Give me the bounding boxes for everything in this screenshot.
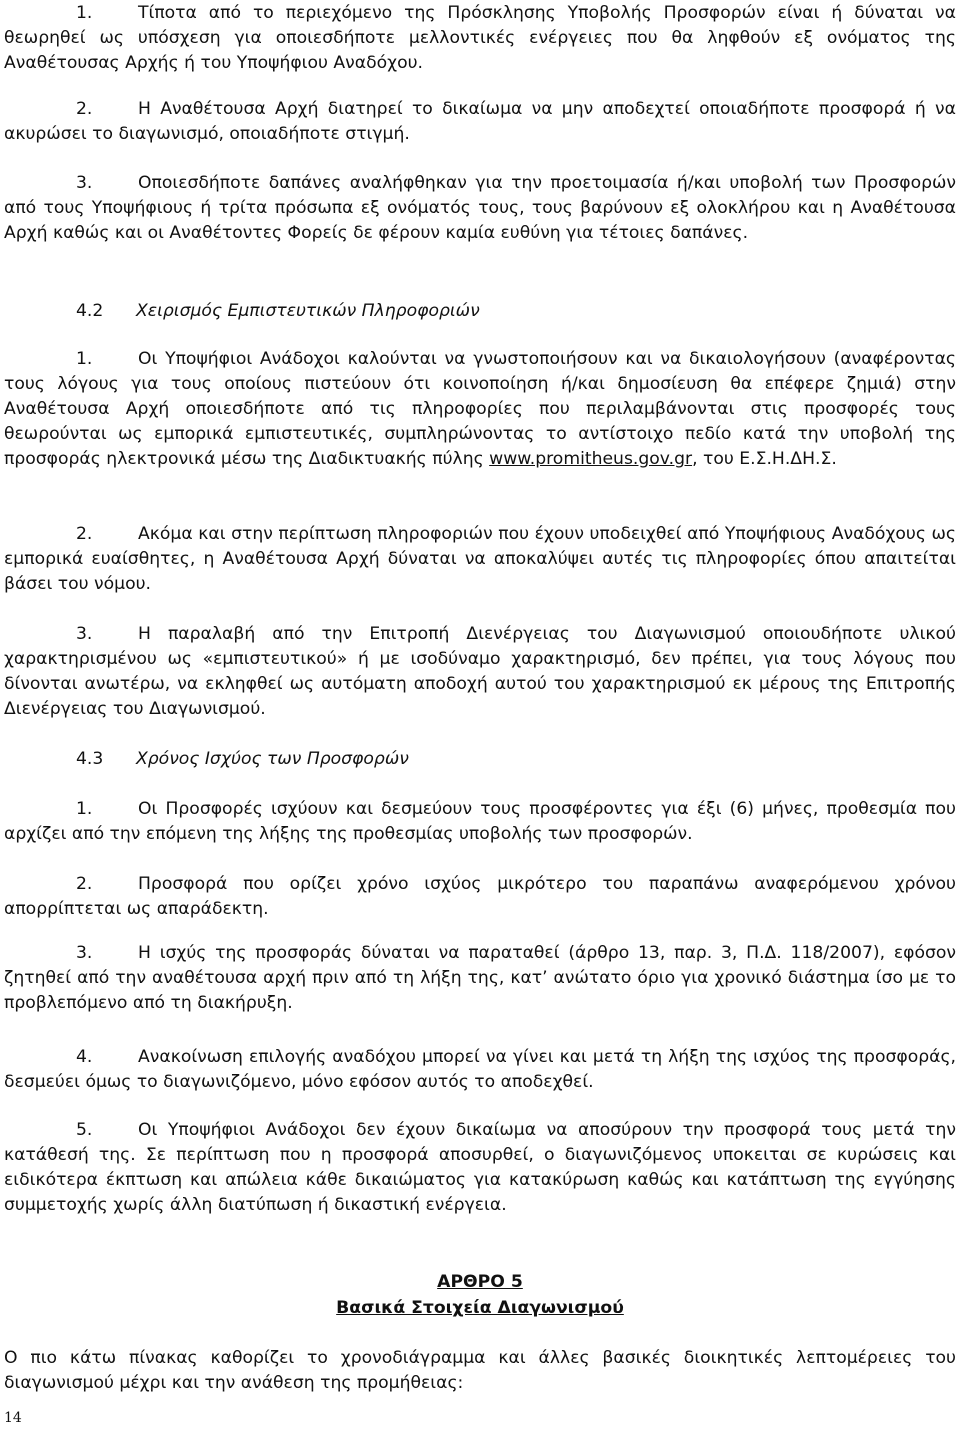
section-heading-4-3 <box>4 747 956 772</box>
paragraph-number: 1. <box>76 3 93 23</box>
paragraph-4-1-2 <box>4 97 956 147</box>
paragraph-4-2-2 <box>4 522 956 597</box>
paragraph-text: Οι Υποψήφιοι Ανάδοχοι καλούνται να γνωστοποιήσουν και να δικαιολογήσουν (αναφέροντας τους λόγους για τους οποίους πιστεύουν ότι κοινοποίηση ή/και δημοσίευση θα επέφερε ζημιά) στην Αναθέτουσα Αρχή οποιεσδήποτε από τις πληροφορίες που περιλαμβάνονται στις προσφορές τους θεωρούνται ως εμπορικά εμπιστευτικές, συμπληρώνοντας το αντίστοιχο πεδίο κατά την υποβολή της προσφοράς ηλεκτρονικά μέσω της Διαδικτυακής πύλης <box>4 349 956 469</box>
paragraph-number: 3. <box>76 624 93 644</box>
paragraph-4-3-1 <box>4 797 956 847</box>
paragraph-text: Οποιεσδήποτε δαπάνες αναλήφθηκαν για την προετοιμασία ή/και υποβολή των Προσφορών από τους Υποψήφιους ή τρίτα πρόσωπα εξ ονόματός τους, τους βαρύνουν εξ ολοκλήρου και η Αναθέτουσα Αρχή καθώς και οι Αναθέτοντες Φορείς δε φέρουν καμία ευθύνη για τέτοιες δαπάνες. <box>4 173 956 243</box>
section-title: Χειρισμός Εμπιστευτικών Πληροφοριών <box>136 301 480 321</box>
paragraph-text: Ακόμα και στην περίπτωση πληροφοριών που έχουν υποδειχθεί από Υποψήφιους Αναδόχους ως εμπορικά ευαίσθητες, η Αναθέτουσα Αρχή δύναται να αποκαλύψει αυτές τις πληροφορίες όπου απαιτείται βάσει του νόμου. <box>4 524 956 594</box>
paragraph-number: 5. <box>76 1120 93 1140</box>
paragraph-text: Η παραλαβή από την Επιτροπή Διενέργειας του Διαγωνισμού οποιουδήποτε υλικού χαρακτηρισμένου ως «εμπιστευτικού» ή με ισοδύναμο χαρακτηρισμό, δεν πρέπει, για τους λόγους που δίνονται ανωτέρω, να εκληφθεί ως αυτόματη αποδοχή αυτού του χαρακτηρισμού εκ μέρους της Επιτροπής Διενέργειας του Διαγωνισμού. <box>4 624 956 719</box>
paragraph-number: 1. <box>76 349 93 369</box>
paragraph-4-3-3 <box>4 941 956 1016</box>
paragraph-text: Η ισχύς της προσφοράς δύναται να παραταθεί (άρθρο 13, παρ. 3, Π.Δ. 118/2007), εφόσον ζητηθεί από την αναθέτουσα αρχή πριν από τη λήξη της, κατ’ ανώτατο όριο για χρονικό διάστημα ίσο με το προβλεπόμενο από τη διακήρυξη. <box>4 943 956 1013</box>
paragraph-text: Τίποτα από το περιεχόμενο της Πρόσκλησης Υποβολής Προσφορών είναι ή δύναται να θεωρηθεί ως υπόσχεση για οποιεσδήποτε μελλοντικές ενέργειες που θα ληφθούν εξ ονόματος της Αναθέτουσας Αρχής ή του Υποψήφιου Αναδόχου. <box>4 3 956 73</box>
paragraph-4-3-4 <box>4 1045 956 1095</box>
paragraph-number: 1. <box>76 799 93 819</box>
paragraph-4-2-3 <box>4 622 956 722</box>
intro-paragraph: Ο πιο κάτω πίνακας καθορίζει το χρονοδιάγραμμα και άλλες βασικές διοικητικές λεπτομέρειες του διαγωνισμού μέχρι και την ανάθεση της προμήθειας: <box>4 1348 956 1393</box>
paragraph-number: 3. <box>76 173 93 193</box>
paragraph-4-2-1 <box>4 347 956 472</box>
section-number: 4.3 <box>76 749 104 769</box>
article-label: ΑΡΘΡΟ 5 <box>437 1272 523 1292</box>
paragraph-text: Ανακοίνωση επιλογής αναδόχου μπορεί να γίνει και μετά τη λήξη της ισχύος της προσφοράς, δεσμεύει όμως το διαγωνιζόμενο, μόνο εφόσον αυτός το αποδεχθεί. <box>4 1047 956 1092</box>
paragraph-4-3-2 <box>4 872 956 922</box>
section-heading-4-2 <box>4 299 956 324</box>
paragraph-number: 2. <box>76 874 93 894</box>
paragraph-number: 4. <box>76 1047 93 1067</box>
paragraph-text: Προσφορά που ορίζει χρόνο ισχύος μικρότερο του παραπάνω αναφερόμενου χρόνου απορρίπτεται ως απαράδεκτη. <box>4 874 956 919</box>
paragraph-number: 2. <box>76 99 93 119</box>
paragraph-number: 3. <box>76 943 93 963</box>
section-number: 4.2 <box>76 301 104 321</box>
paragraph-4-1-1 <box>4 1 956 76</box>
paragraph-text-end: , του Ε.Σ.Η.ΔΗ.Σ. <box>692 449 837 469</box>
paragraph-text: Οι Υποψήφιοι Ανάδοχοι δεν έχουν δικαίωμα να αποσύρουν την προσφορά τους μετά την κατάθεσή της. Σε περίπτωση που η προσφορά αποσυρθεί, ο διαγωνιζόμενος υποκειται σε κυρώσεις και ειδικότερα έκπτωση και απώλεια κάθε δικαιώματος για κατακύρωση καθώς και κατάπτωση της εγγύησης συμμετοχής χωρίς άλλη διατύπωση ή δικαστική ενέργεια. <box>4 1120 956 1215</box>
promitheus-link[interactable]: www.promitheus.gov.gr <box>489 449 693 469</box>
paragraph-text: Οι Προσφορές ισχύουν και δεσμεύουν τους προσφέροντες για έξι (6) μήνες, προθεσμία που αρχίζει από την επόμενη της λήξης της προθεσμίας υποβολής των προσφορών. <box>4 799 956 844</box>
paragraph-4-1-3 <box>4 171 956 246</box>
page-number: 14 <box>4 1410 22 1426</box>
paragraph-text: Η Αναθέτουσα Αρχή διατηρεί το δικαίωμα να μην αποδεχτεί οποιαδήποτε προσφορά ή να ακυρώσει το διαγωνισμό, οποιαδήποτε στιγμή. <box>4 99 956 144</box>
paragraph-number: 2. <box>76 524 93 544</box>
section-title: Χρόνος Ισχύος των Προσφορών <box>136 749 409 769</box>
paragraph-4-3-5 <box>4 1118 956 1218</box>
article-title: Βασικά Στοιχεία Διαγωνισμού <box>336 1298 624 1318</box>
